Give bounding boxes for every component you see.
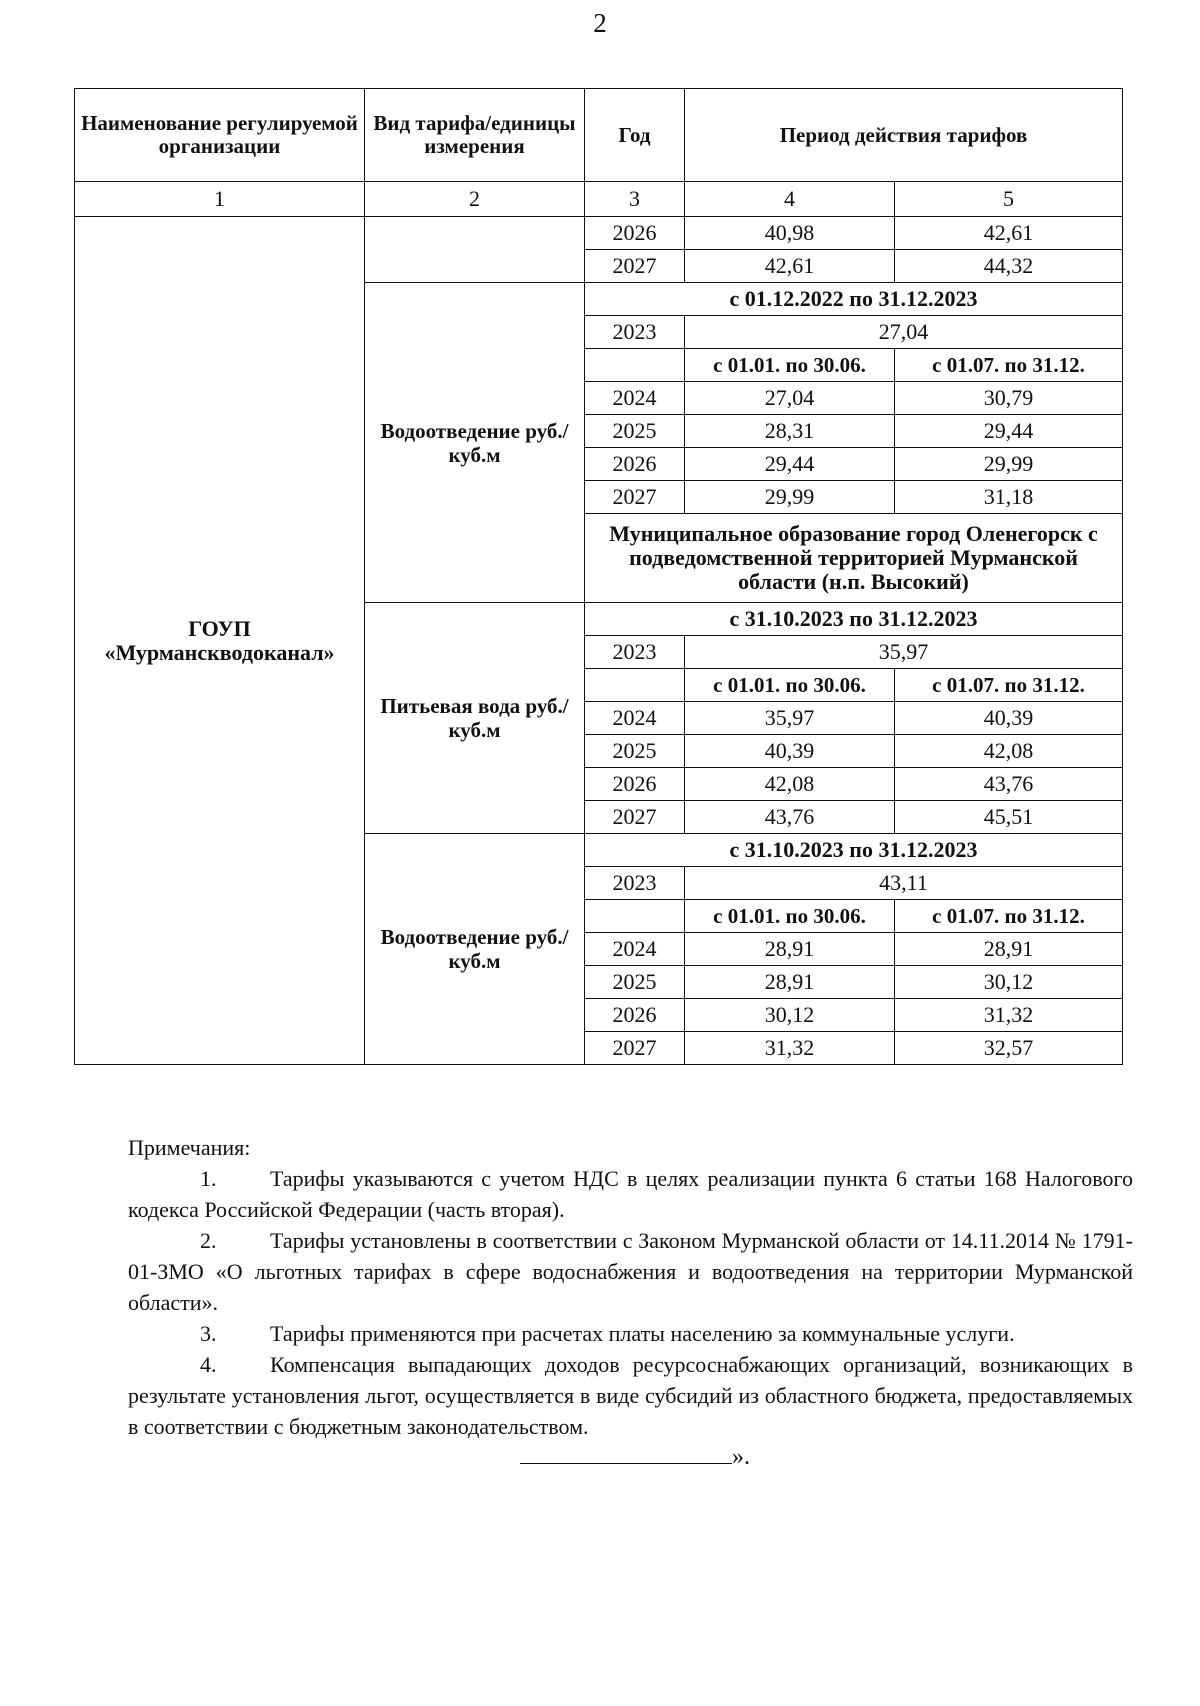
note-text: Компенсация выпадающих доходов ресурсоснабжающих организаций, возникающих в результате установления льгот, осуществляется в виде субсидий из областного бюджета, предоставляемых в соответствии с бюджетным законодательством.	[128, 1352, 1133, 1439]
value-cell: 31,32	[895, 999, 1123, 1032]
value-cell: 28,31	[685, 415, 895, 448]
subperiod-label: с 01.07. по 31.12.	[895, 669, 1123, 702]
notes-title: Примечания:	[128, 1135, 251, 1160]
value-cell: 30,12	[685, 999, 895, 1032]
header-period: Период действия тарифов	[685, 89, 1123, 182]
subperiod-label: с 01.01. по 30.06.	[685, 900, 895, 933]
value-cell: 28,91	[895, 933, 1123, 966]
value-cell: 42,08	[895, 735, 1123, 768]
period-label: с 31.10.2023 по 31.12.2023	[585, 603, 1123, 636]
value-cell: 27,04	[685, 316, 1123, 349]
closing-mark	[520, 1443, 750, 1471]
note-text: Тарифы применяются при расчетах платы населению за коммунальные услуги.	[270, 1321, 1015, 1346]
note-number: 4.	[200, 1352, 217, 1377]
year-cell: 2024	[585, 933, 685, 966]
year-cell: 2027	[585, 1032, 685, 1065]
period-label: с 31.10.2023 по 31.12.2023	[585, 834, 1123, 867]
note-number: 1.	[200, 1166, 217, 1191]
value-cell: 29,44	[685, 448, 895, 481]
year-cell: 2026	[585, 448, 685, 481]
subperiod-label: с 01.01. по 30.06.	[685, 669, 895, 702]
value-cell: 45,51	[895, 801, 1123, 834]
value-cell: 40,39	[895, 702, 1123, 735]
col-number: 4	[685, 182, 895, 217]
year-cell-empty	[585, 900, 685, 933]
note-item	[128, 1163, 1133, 1225]
col-number: 1	[75, 182, 365, 217]
municipality-name: Муниципальное образование город Оленегорск с подведомственной территорией Мурманской области (н.п. Высокий)	[585, 514, 1123, 603]
closing-underline	[520, 1443, 732, 1464]
note-item	[128, 1225, 1133, 1318]
subperiod-label: с 01.07. по 31.12.	[895, 349, 1123, 382]
value-cell: 42,61	[685, 250, 895, 283]
year-cell-empty	[585, 349, 685, 382]
col-number: 3	[585, 182, 685, 217]
col-number: 5	[895, 182, 1123, 217]
value-cell: 40,98	[685, 217, 895, 250]
organization-name: ГОУП «Мурманскводоканал»	[75, 217, 365, 1065]
year-cell: 2024	[585, 702, 685, 735]
note-item	[128, 1349, 1133, 1442]
note-item	[128, 1318, 1133, 1349]
note-number: 3.	[200, 1321, 217, 1346]
year-cell: 2027	[585, 250, 685, 283]
value-cell: 43,76	[685, 801, 895, 834]
value-cell: 42,61	[895, 217, 1123, 250]
value-cell: 30,79	[895, 382, 1123, 415]
page-number: 2	[593, 8, 607, 38]
table-row	[75, 217, 1123, 250]
kind-continued	[365, 217, 585, 283]
value-cell: 29,44	[895, 415, 1123, 448]
note-number: 2.	[200, 1228, 217, 1253]
value-cell: 44,32	[895, 250, 1123, 283]
header-year: Год	[585, 89, 685, 182]
value-cell: 42,08	[685, 768, 895, 801]
year-cell: 2025	[585, 735, 685, 768]
value-cell: 31,32	[685, 1032, 895, 1065]
year-cell: 2023	[585, 316, 685, 349]
subperiod-label: с 01.07. по 31.12.	[895, 900, 1123, 933]
tariff-kind: Водоотведение руб./куб.м	[365, 283, 585, 603]
year-cell: 2026	[585, 217, 685, 250]
value-cell: 32,57	[895, 1032, 1123, 1065]
year-cell: 2024	[585, 382, 685, 415]
header-org: Наименование регулируемой организации	[75, 89, 365, 182]
note-text: Тарифы установлены в соответствии с Законом Мурманской области от 14.11.2014 № 1791-01-ЗМО «О льготных тарифах в сфере водоснабжения и водоотведения на территории Мурманской области».	[128, 1228, 1133, 1315]
note-text: Тарифы указываются с учетом НДС в целях реализации пункта 6 статьи 168 Налогового кодекса Российской Федерации (часть вторая).	[128, 1166, 1133, 1222]
value-cell: 35,97	[685, 702, 895, 735]
value-cell: 43,11	[685, 867, 1123, 900]
year-cell: 2026	[585, 768, 685, 801]
closing-quote: ».	[732, 1444, 750, 1470]
value-cell: 27,04	[685, 382, 895, 415]
year-cell-empty	[585, 669, 685, 702]
value-cell: 43,76	[895, 768, 1123, 801]
year-cell: 2026	[585, 999, 685, 1032]
value-cell: 28,91	[685, 966, 895, 999]
notes-section	[128, 1132, 1133, 1442]
subperiod-label: с 01.01. по 30.06.	[685, 349, 895, 382]
tariff-kind: Водоотведение руб./куб.м	[365, 834, 585, 1065]
col-number: 2	[365, 182, 585, 217]
year-cell: 2027	[585, 801, 685, 834]
year-cell: 2023	[585, 636, 685, 669]
tariff-table	[74, 88, 1123, 1065]
year-cell: 2023	[585, 867, 685, 900]
value-cell: 31,18	[895, 481, 1123, 514]
table-header-row	[75, 89, 1123, 182]
value-cell: 40,39	[685, 735, 895, 768]
year-cell: 2027	[585, 481, 685, 514]
period-label: с 01.12.2022 по 31.12.2023	[585, 283, 1123, 316]
value-cell: 30,12	[895, 966, 1123, 999]
year-cell: 2025	[585, 415, 685, 448]
value-cell: 29,99	[685, 481, 895, 514]
year-cell: 2025	[585, 966, 685, 999]
value-cell: 28,91	[685, 933, 895, 966]
column-number-row	[75, 182, 1123, 217]
value-cell: 35,97	[685, 636, 1123, 669]
value-cell: 29,99	[895, 448, 1123, 481]
header-kind: Вид тарифа/единицы измерения	[365, 89, 585, 182]
tariff-kind: Питьевая вода руб./куб.м	[365, 603, 585, 834]
